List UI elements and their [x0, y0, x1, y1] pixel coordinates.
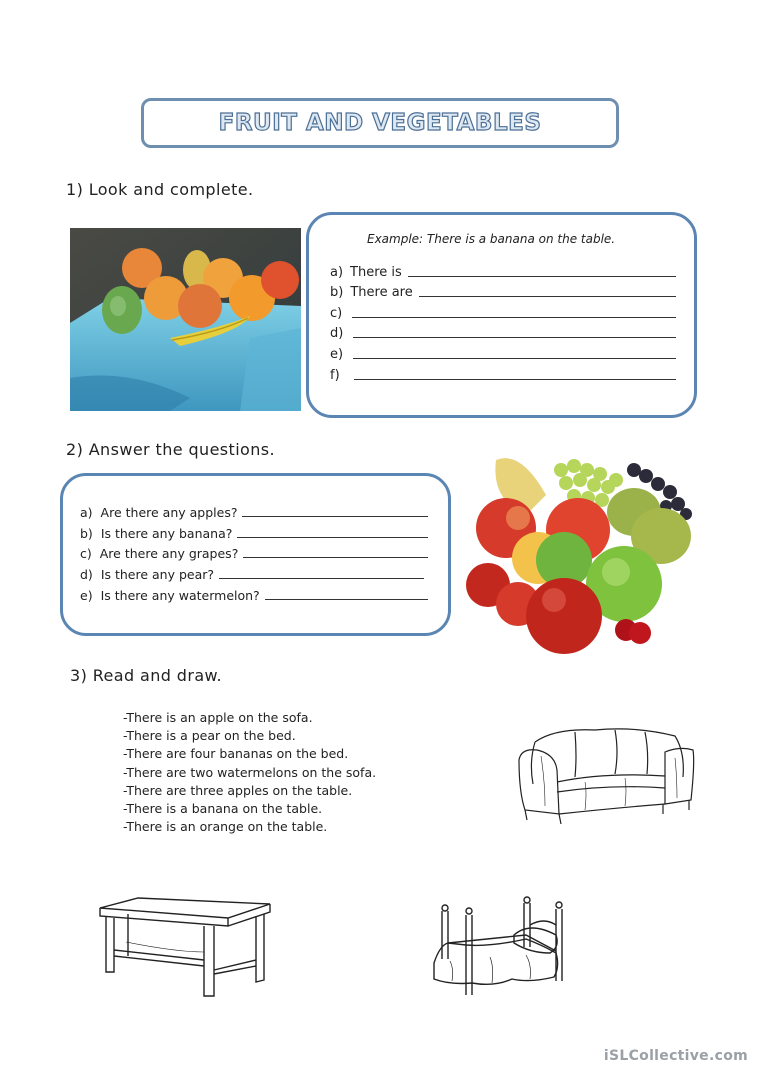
instruction-line: -There is a banana on the table. — [123, 800, 323, 816]
line-start: There is — [350, 264, 402, 280]
example-sentence: Example: There is a banana on the table. — [367, 232, 616, 246]
draw-instructions — [123, 709, 453, 836]
question-text: Is there any watermelon? — [100, 587, 260, 603]
question-list — [80, 499, 428, 603]
answer-line-c[interactable] — [330, 300, 676, 321]
line-start: There are — [350, 285, 413, 301]
line-letter: a) — [330, 264, 344, 280]
instruction-line: -There are two watermelons on the sofa. — [123, 764, 377, 780]
line-letter: b) — [330, 285, 344, 301]
answer-line-d[interactable] — [330, 321, 676, 342]
question-letter: e) — [80, 587, 93, 603]
question-text: Is there any pear? — [100, 567, 215, 583]
question-e[interactable] — [80, 582, 428, 603]
instruction-line: -There are three apples on the table. — [123, 782, 353, 798]
line-letter: f) — [330, 367, 340, 383]
title-box — [141, 98, 619, 148]
question-letter: c) — [80, 546, 92, 562]
question-letter: b) — [80, 525, 93, 541]
instruction-line: -There is an apple on the sofa. — [123, 710, 313, 725]
page-title: FRUIT AND VEGETABLES — [218, 110, 542, 136]
section3-heading: 3) Read and draw. — [70, 666, 223, 685]
question-text: Are there any grapes? — [99, 546, 239, 562]
table-drawing — [96, 894, 272, 1000]
line-letter: c) — [330, 305, 343, 321]
question-a[interactable] — [80, 499, 428, 520]
instruction-line: -There is a pear on the bed. — [123, 728, 296, 744]
section1-answer-box — [306, 212, 697, 418]
question-text: Is there any banana? — [100, 525, 233, 541]
answer-line-e[interactable] — [330, 341, 676, 362]
question-b[interactable] — [80, 520, 428, 541]
section2-heading: 2) Answer the questions. — [66, 440, 276, 459]
section1-heading: 1) Look and complete. — [66, 180, 254, 199]
answer-line-f[interactable] — [330, 362, 676, 383]
question-d[interactable] — [80, 561, 428, 582]
bed-drawing — [430, 895, 570, 1001]
answer-line-a[interactable] — [330, 259, 676, 280]
line-letter: d) — [330, 326, 344, 342]
section2-question-box — [60, 473, 451, 636]
answer-line-b[interactable] — [330, 280, 676, 301]
fruit-pile-photo — [466, 440, 706, 662]
answer-lines — [330, 259, 676, 383]
question-letter: a) — [80, 504, 93, 520]
question-letter: d) — [80, 567, 93, 583]
footer-brand[interactable]: iSLCollective.com — [603, 1048, 748, 1064]
line-letter: e) — [330, 346, 344, 362]
fruit-still-life-painting — [70, 228, 301, 411]
instruction-line: -There are four bananas on the bed. — [123, 746, 349, 762]
sofa-drawing — [515, 722, 697, 828]
instruction-line: -There is an orange on the table. — [123, 819, 328, 835]
question-c[interactable] — [80, 541, 428, 562]
question-text: Are there any apples? — [100, 504, 238, 520]
